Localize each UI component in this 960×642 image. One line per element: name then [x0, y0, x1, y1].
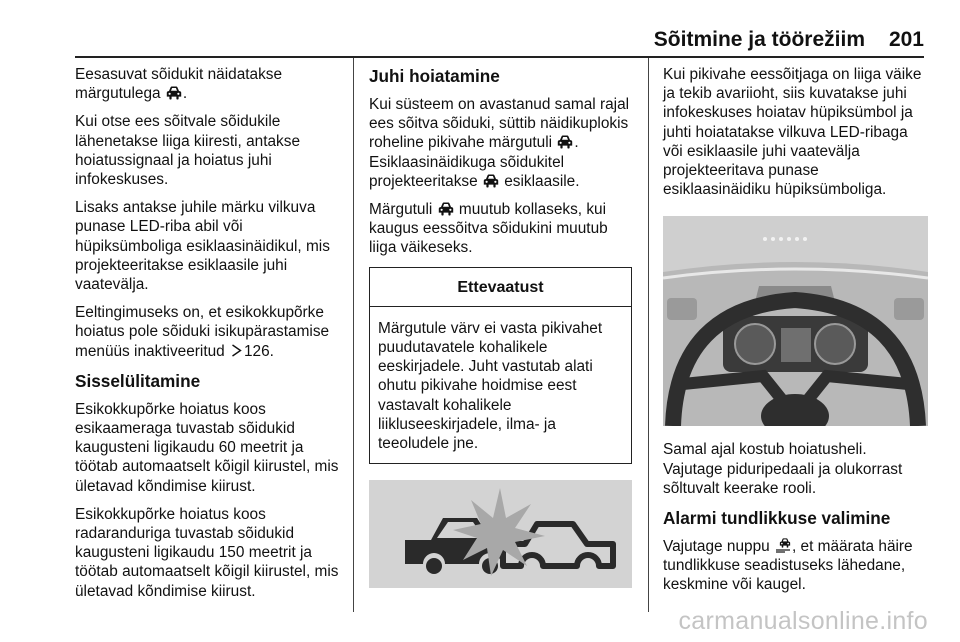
- right-column: [663, 65, 928, 604]
- cross-reference-arrow-icon: [231, 344, 242, 357]
- vehicle-ahead-icon: [483, 174, 499, 188]
- page-reference-link[interactable]: 126.: [244, 342, 274, 360]
- caution-body: Märgutule värv ei vasta pikivahet puudutavatele kohalikele eeskirjadele. Juht vastutab alati ohutu pikivahe hoidmise eest vastavalt kohalikele liikluseeskirjadele, ilma- ja teeoludele jne.: [378, 319, 603, 453]
- paragraph: Esikokkupõrke hoiatus koos esikaameraga tuvastab sõidukid kaugusteni ligikaudu 60 meetrit ja töötab automaatselt kõigil kiirustel, mis ületavad kõndimise kiirust.: [75, 400, 339, 495]
- heading-driver-warning: Juhi hoiatamine: [369, 66, 500, 86]
- paragraph: Märgutuli muutub kollaseks, kui kaugus eessõitva sõidukini muutub liiga väikeseks.: [369, 201, 608, 257]
- dashboard-steering-wheel-icon: [663, 216, 928, 426]
- paragraph: Kui pikivahe eessõitjaga on liiga väike ja tekib avariioht, siis kuvatakse juhi infokeskuses hoiatav hüpiksümbol ja juhti hoiatatakse vilkuva LED-ribaga või esiklaasile juhi vaatevälja projekteeritava punase esiklaasinäidiku hüpiksümboliga.: [663, 66, 922, 199]
- watermark: carmanualsonline.info: [678, 607, 928, 635]
- page-header: [0, 22, 960, 52]
- page-number: 201: [888, 28, 924, 51]
- paragraph: Lisaks antakse juhile märku vilkuva punase LED-riba abil või hüpiksümboliga esiklaasinäidikul, mis projekteeritakse esiklaasile juhi vaatevälja.: [75, 199, 330, 294]
- section-title: Sõitmine ja töörežiim: [653, 28, 865, 51]
- collision-icon: [369, 480, 632, 588]
- vehicle-ahead-icon: [557, 135, 573, 149]
- paragraph: Kui süsteem on avastanud samal rajal ees sõitva sõiduki, süttib näidikuplokis roheline pikivahe märgutuli . Esiklaasinäidikuga sõidukitel projekteeritakse esiklaasile.: [369, 96, 630, 190]
- paragraph: Vajutage nuppu , et määrata häire tundlikkuse seadistuseks lähedane, keskmine või kaugel.: [663, 538, 913, 594]
- heading-alarm-sensitivity: Alarmi tundlikkuse valimine: [663, 508, 891, 529]
- paragraph: Samal ajal kostub hoiatusheli. Vajutage piduripedaali ja olukorrast sõltuvalt keerake rooli.: [663, 441, 903, 497]
- paragraph: Esikokkupõrke hoiatus koos radaranduriga tuvastab sõidukid kaugusteni ligikaudu 150 meetrit ja töötab automaatselt kõigil kiirustel, mis ületavad kõndimise kiirust.: [75, 505, 339, 600]
- paragraph: Eeltingimuseks on, et esikokkupõrke hoiatus pole sõiduki isikupärastamise menüüs inaktiveeritud 126.: [75, 304, 330, 360]
- middle-column: [369, 65, 632, 602]
- column-divider-2: [648, 58, 649, 612]
- head-up-display-illustration: [663, 216, 928, 426]
- vehicle-ahead-icon: [166, 86, 182, 100]
- caution-title: Ettevaatust: [370, 268, 631, 307]
- column-divider-1: [353, 58, 354, 612]
- heading-activation: Sisselülitamine: [75, 370, 201, 391]
- paragraph: Eesasuvat sõidukit näidatakse märgutulega .: [75, 66, 283, 103]
- paragraph: Kui otse ees sõitvale sõidukile lähenetakse liiga kiiresti, antakse hoiatussignaal ja hoiatus juhi infokeskuses.: [75, 113, 300, 189]
- collision-warning-illustration: [369, 480, 632, 588]
- caution-box: [369, 267, 632, 465]
- left-column: [75, 65, 347, 610]
- sensitivity-button-icon: [775, 538, 791, 553]
- header-rule: [75, 56, 924, 58]
- vehicle-ahead-icon: [438, 202, 454, 216]
